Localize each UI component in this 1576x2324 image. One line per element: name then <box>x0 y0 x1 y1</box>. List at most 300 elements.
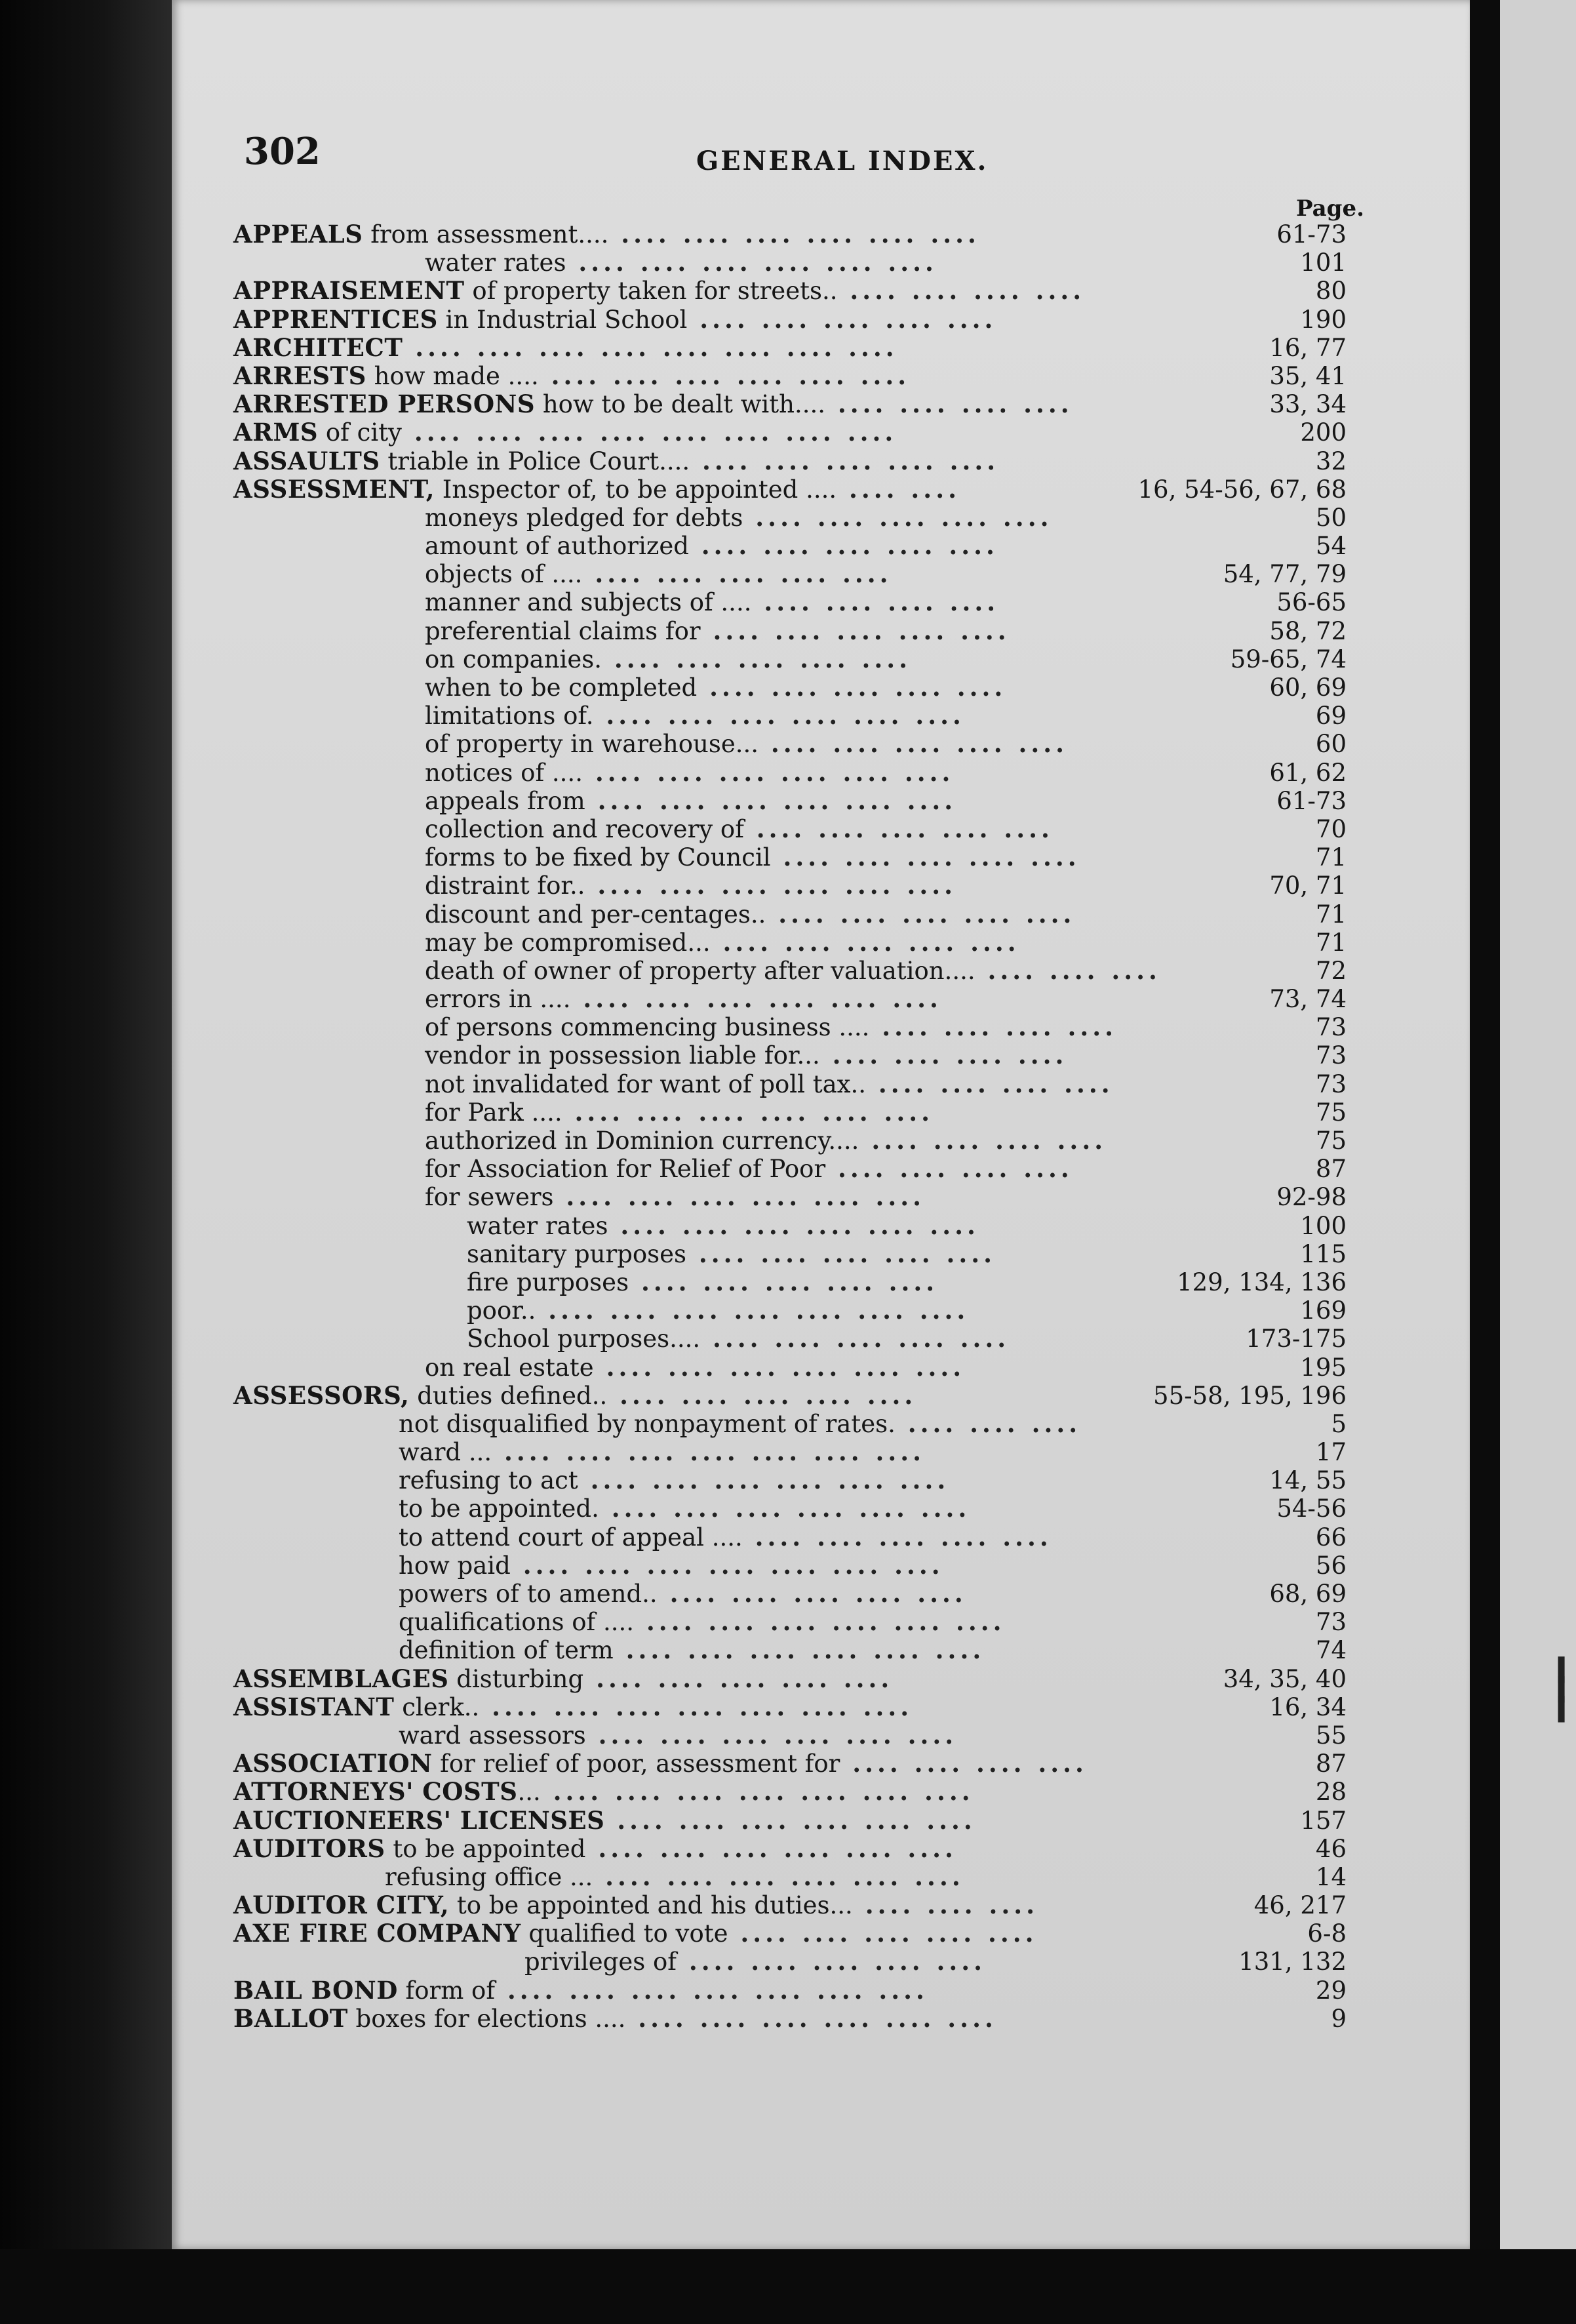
index-entry-term <box>425 985 942 1013</box>
index-entry-subject: death of owner of property after valuation.... <box>425 956 975 985</box>
index-entry-pages: 55-58, 195, 196 <box>1153 1381 1347 1410</box>
index-entry-pages: 60 <box>1315 730 1347 759</box>
scan-left-edge <box>0 0 172 2324</box>
index-entry <box>172 390 1470 418</box>
index-entry-term <box>233 1665 893 1693</box>
index-entry <box>172 1127 1470 1155</box>
index-entry-subject: water rates <box>467 1211 608 1240</box>
index-entry-term <box>399 1494 970 1523</box>
index-entry <box>172 1948 1470 1976</box>
index-entry-term <box>425 1155 1073 1183</box>
index-entry-term <box>425 815 1054 843</box>
index-entry <box>172 730 1470 758</box>
index-entry-pages: 14 <box>1315 1862 1347 1891</box>
dot-leader: .... .... .... .... .... .... .... <box>536 1296 970 1325</box>
index-entry <box>172 277 1470 305</box>
dot-leader: .... .... .... .... .... <box>607 1380 917 1410</box>
dot-leader: .... .... .... .... .... <box>629 1267 939 1296</box>
dot-leader: .... .... .... .... .... <box>770 843 1080 872</box>
index-entry-pages: 70 <box>1315 814 1347 843</box>
index-entry-heading: ASSESSORS, <box>233 1380 410 1410</box>
index-entry-pages: 59-65, 74 <box>1230 645 1347 673</box>
index-entry-term <box>233 277 1085 305</box>
adjacent-page-edge <box>1500 0 1576 2249</box>
index-entry <box>172 1608 1470 1636</box>
index-entry <box>172 1863 1470 1891</box>
index-entry-pages: 169 <box>1300 1296 1347 1325</box>
index-entry <box>172 1494 1470 1523</box>
binding-marks: ▍ ▍ ▍ <box>1558 1657 1576 1723</box>
index-entry-subject: ward ... <box>399 1438 492 1467</box>
index-entry-heading: ARRESTS <box>233 361 366 390</box>
index-entry-subject: of persons commencing business .... <box>425 1013 870 1042</box>
index-entry-subject: form of <box>397 1976 496 2005</box>
index-entry-term <box>425 617 1010 645</box>
index-entry-pages: 70, 71 <box>1269 872 1347 900</box>
dot-leader: .... .... .... .... .... <box>602 644 912 673</box>
dot-leader: .... .... .... .... .... <box>743 502 1053 532</box>
index-entry-term <box>425 504 1052 532</box>
dot-leader: .... .... .... .... .... .... <box>538 361 911 390</box>
index-entry-term <box>399 1438 925 1466</box>
dot-leader: .... .... .... .... .... .... .... .... <box>403 332 898 362</box>
index-entry-pages: 200 <box>1300 418 1347 447</box>
dot-leader: .... .... .... .... .... .... <box>566 248 937 277</box>
dot-leader: .... .... .... .... .... .... .... <box>479 1692 913 1721</box>
index-entry-term <box>425 929 1020 957</box>
index-entry-subject: forms to be fixed by Council <box>425 843 771 872</box>
index-entry-term <box>399 1608 1006 1636</box>
index-entry-term <box>425 730 1068 758</box>
index-entry-term <box>233 334 898 362</box>
dot-leader: .... .... .... .... .... <box>657 1579 967 1608</box>
dot-leader: .... .... .... .... <box>819 1041 1068 1070</box>
dot-leader: .... .... .... .... .... <box>676 1947 987 1976</box>
index-entry-term <box>399 1523 1052 1552</box>
index-entry-term <box>233 1750 1088 1778</box>
index-entry-subject: notices of .... <box>425 758 583 787</box>
index-entry-subject: disturbing <box>448 1664 584 1693</box>
dot-leader: .... .... .... .... <box>866 1069 1114 1098</box>
dot-leader: .... .... .... .... .... <box>758 729 1069 759</box>
index-entry-subject: preferential claims for <box>425 616 701 645</box>
index-entry-heading: AUDITOR CITY, <box>233 1891 450 1920</box>
index-entry-pages: 54 <box>1315 532 1347 561</box>
index-entry-term <box>425 673 1006 702</box>
dot-leader: .... .... .... .... .... <box>742 1522 1052 1552</box>
dot-leader: .... .... .... .... <box>869 1012 1118 1042</box>
index-entry-heading: ARMS <box>233 418 319 447</box>
index-entry <box>172 1353 1470 1382</box>
index-entry-subject: to be appointed <box>385 1834 586 1863</box>
index-entry <box>172 532 1470 560</box>
index-entry-heading: ASSEMBLAGES <box>233 1664 449 1693</box>
index-entry <box>172 815 1470 843</box>
index-entry-pages: 9 <box>1331 2004 1347 2033</box>
index-entry <box>172 306 1470 334</box>
index-entry-subject: ward assessors <box>399 1721 586 1750</box>
index-page <box>172 0 1576 2249</box>
index-entry <box>172 1325 1470 1353</box>
index-entry-term <box>425 1127 1107 1155</box>
index-entry-term <box>467 1296 969 1325</box>
index-entry-heading: ASSESSMENT, <box>233 474 435 504</box>
index-entry-term <box>399 1410 1081 1438</box>
index-entry <box>172 759 1470 787</box>
index-entry-subject: for relief of poor, assessment for <box>432 1750 840 1778</box>
index-entry-pages: 17 <box>1315 1438 1347 1467</box>
index-entry <box>172 1891 1470 1919</box>
index-entry-pages: 68, 69 <box>1269 1580 1347 1608</box>
index-entry-term <box>524 1948 986 1976</box>
index-entry-pages: 75 <box>1315 1098 1347 1127</box>
index-entry <box>172 1976 1470 2005</box>
index-entry <box>172 1835 1470 1863</box>
index-entry-heading: AUDITORS <box>233 1833 385 1863</box>
index-entry-pages: 60, 69 <box>1269 673 1347 702</box>
index-entry-term <box>425 1013 1117 1041</box>
dot-leader: .... .... .... .... .... .... <box>599 1494 971 1523</box>
index-entry-heading: AUCTIONEERS' LICENSES <box>233 1805 605 1835</box>
index-entry-term <box>425 1098 934 1127</box>
index-entry-subject: ... <box>517 1778 541 1807</box>
index-entry-term <box>425 1353 965 1382</box>
index-entry <box>172 1523 1470 1552</box>
index-entry <box>172 1552 1470 1580</box>
index-entry-pages: 92-98 <box>1276 1183 1347 1212</box>
index-entry <box>172 1382 1470 1410</box>
running-title: GENERAL INDEX. <box>696 146 989 176</box>
index-entry <box>172 1693 1470 1721</box>
index-entry <box>172 588 1470 616</box>
index-entry <box>172 1013 1470 1041</box>
index-entry-term <box>233 1382 916 1410</box>
index-entry <box>172 957 1470 985</box>
index-entry-subject: for sewers <box>425 1183 554 1212</box>
index-entry-pages: 69 <box>1315 702 1347 731</box>
index-entry <box>172 645 1470 673</box>
dot-leader: .... .... .... .... .... <box>583 1664 894 1693</box>
index-entry-pages: 87 <box>1315 1750 1347 1778</box>
index-entry-list <box>172 220 1470 2033</box>
index-entry-subject: fire purposes <box>467 1268 629 1296</box>
index-entry-subject: on companies. <box>425 645 602 673</box>
dot-leader: .... .... .... .... .... .... <box>585 1833 957 1863</box>
index-entry-pages: 16, 77 <box>1269 333 1347 362</box>
index-entry-subject: errors in .... <box>425 985 571 1014</box>
dot-leader: .... .... .... .... .... <box>690 446 1000 475</box>
index-entry-term <box>399 1580 967 1608</box>
index-entry-subject: duties defined.. <box>409 1381 608 1410</box>
index-entry-heading: ASSAULTS <box>233 446 380 475</box>
index-entry-heading: BALLOT <box>233 2003 348 2033</box>
index-entry-pages: 58, 72 <box>1269 616 1347 645</box>
dot-leader: .... .... .... .... <box>751 588 1000 617</box>
dot-leader: .... .... .... .... .... .... <box>582 757 955 787</box>
dot-leader: .... .... .... .... .... .... <box>604 1805 976 1835</box>
dot-leader: .... .... .... .... .... .... .... <box>492 1437 926 1467</box>
index-entry-subject: appeals from <box>425 786 585 815</box>
index-entry-pages: 61, 62 <box>1269 758 1347 787</box>
index-entry-subject: when to be completed <box>425 673 698 702</box>
index-entry <box>172 702 1470 730</box>
index-entry-term <box>425 1041 1067 1070</box>
index-entry-subject: in Industrial School <box>437 305 688 334</box>
index-entry-pages: 101 <box>1300 249 1347 277</box>
index-entry <box>172 1665 1470 1693</box>
dot-leader: .... .... .... .... .... .... <box>608 1211 979 1240</box>
index-entry-term <box>233 362 910 390</box>
index-entry-heading: ATTORNEYS' COSTS <box>233 1777 518 1807</box>
index-entry-heading: APPRENTICES <box>233 304 438 334</box>
index-entry <box>172 362 1470 390</box>
index-entry-term <box>233 447 999 475</box>
dot-leader: .... .... .... .... .... .... <box>608 220 980 249</box>
index-entry-term <box>425 759 954 787</box>
dot-leader: .... .... .... .... .... .... .... <box>540 1777 974 1807</box>
index-entry-pages: 61-73 <box>1276 786 1347 815</box>
index-entry-term <box>467 1240 996 1268</box>
index-entry-subject: boxes for elections .... <box>347 2004 626 2033</box>
index-entry-subject: collection and recovery of <box>425 814 744 843</box>
index-entry-pages: 157 <box>1300 1806 1347 1835</box>
index-entry <box>172 1155 1470 1183</box>
index-entry <box>172 617 1470 645</box>
index-entry-pages: 66 <box>1315 1523 1347 1552</box>
index-entry-subject: triable in Police Court.... <box>380 447 690 475</box>
index-entry-pages: 73 <box>1315 1608 1347 1637</box>
index-entry-term <box>233 390 1073 418</box>
index-entry-pages: 54-56 <box>1276 1494 1347 1523</box>
dot-leader: .... .... .... <box>975 955 1161 985</box>
index-entry-term <box>233 1891 1038 1919</box>
index-entry-pages: 100 <box>1300 1211 1347 1240</box>
index-entry-subject: to attend court of appeal .... <box>399 1523 743 1552</box>
index-entry-pages: 14, 55 <box>1269 1466 1347 1495</box>
index-entry <box>172 1098 1470 1127</box>
index-entry-pages: 29 <box>1315 1976 1347 2005</box>
index-entry-pages: 87 <box>1315 1155 1347 1184</box>
index-entry-term <box>467 1212 979 1240</box>
index-entry <box>172 1296 1470 1325</box>
index-entry-subject: how paid <box>399 1551 511 1580</box>
index-entry <box>172 1410 1470 1438</box>
dot-leader: .... .... .... .... .... <box>766 899 1076 929</box>
index-entry-heading: ARCHITECT <box>233 332 403 362</box>
index-entry-subject: definition of term <box>399 1636 614 1665</box>
index-entry-term <box>233 1919 1038 1948</box>
dot-leader: .... .... .... .... .... <box>688 531 998 561</box>
dot-leader: .... .... .... .... .... <box>728 1919 1038 1948</box>
index-entry-subject: sanitary purposes <box>467 1239 687 1268</box>
index-entry-pages: 35, 41 <box>1269 361 1347 390</box>
index-entry-pages: 190 <box>1300 305 1347 334</box>
index-entry-term <box>233 2005 997 2033</box>
index-entry-subject: water rates <box>425 249 566 277</box>
index-entry-pages: 71 <box>1315 928 1347 957</box>
index-entry <box>172 2005 1470 2033</box>
index-entry <box>172 929 1470 957</box>
index-entry-subject: for Park .... <box>425 1098 562 1127</box>
index-entry-heading: APPEALS <box>233 220 363 249</box>
index-entry <box>172 1438 1470 1466</box>
index-entry-term <box>399 1466 949 1494</box>
scan-bottom-edge <box>0 2249 1576 2324</box>
index-entry-subject: not disqualified by nonpayment of rates. <box>399 1409 896 1438</box>
page-number: 302 <box>244 130 321 173</box>
dot-leader: .... .... .... .... .... .... <box>562 1097 934 1127</box>
index-entry <box>172 447 1470 475</box>
dot-leader: .... .... .... .... .... .... <box>570 984 942 1014</box>
index-entry-term <box>425 588 999 616</box>
index-entry-subject: discount and per-centages.. <box>425 900 766 929</box>
index-entry-subject: of property in warehouse... <box>425 730 759 759</box>
dot-leader: .... .... .... .... .... .... .... <box>510 1550 944 1580</box>
index-entry-term <box>233 220 980 249</box>
index-entry <box>172 1580 1470 1608</box>
index-entry-term <box>467 1268 938 1296</box>
dot-leader: .... .... .... .... .... .... <box>613 1635 985 1665</box>
index-entry-subject: may be compromised... <box>425 928 711 957</box>
index-entry-pages: 61-73 <box>1276 220 1347 249</box>
index-entry-pages: 50 <box>1315 503 1347 532</box>
index-entry-term <box>399 1636 985 1664</box>
index-entry <box>172 1268 1470 1296</box>
index-entry <box>172 1807 1470 1835</box>
index-entry-pages: 80 <box>1315 277 1347 306</box>
index-entry-term <box>233 306 996 334</box>
index-entry-heading: ARRESTED PERSONS <box>233 390 536 419</box>
index-entry <box>172 1070 1470 1098</box>
index-entry-term <box>233 1835 957 1863</box>
index-entry-term <box>425 872 956 900</box>
index-entry-subject: how made .... <box>366 361 539 390</box>
index-entry-term <box>425 900 1075 929</box>
index-entry <box>172 1919 1470 1948</box>
dot-leader: .... .... .... .... <box>840 1749 1088 1778</box>
dot-leader: .... .... .... <box>895 1409 1082 1438</box>
index-entry-subject: manner and subjects of .... <box>425 588 752 617</box>
index-entry-subject: to be appointed. <box>399 1494 599 1523</box>
index-entry-pages: 73 <box>1315 1041 1347 1070</box>
index-entry-pages: 5 <box>1331 1409 1347 1438</box>
index-entry-heading: ASSISTANT <box>233 1692 395 1721</box>
index-entry-term <box>425 1070 1114 1098</box>
index-entry <box>172 220 1470 249</box>
index-entry-pages: 55 <box>1315 1721 1347 1750</box>
dot-leader: .... .... .... .... <box>859 1126 1107 1155</box>
index-entry <box>172 1183 1470 1211</box>
dot-leader: .... .... .... .... .... .... <box>625 2003 997 2033</box>
dot-leader: .... .... .... .... .... <box>697 673 1007 702</box>
index-entry-subject: of property taken for streets.. <box>464 277 838 306</box>
index-entry-heading: AXE FIRE COMPANY <box>233 1919 521 1948</box>
index-entry-pages: 71 <box>1315 900 1347 929</box>
index-entry-pages: 73 <box>1315 1070 1347 1098</box>
index-entry-subject: privileges of <box>524 1948 677 1976</box>
index-entry-subject: clerk.. <box>394 1693 480 1721</box>
index-entry-pages: 129, 134, 136 <box>1177 1268 1347 1296</box>
index-entry-subject: qualifications of .... <box>399 1608 635 1637</box>
index-entry-subject: qualified to vote <box>521 1919 728 1948</box>
index-entry-term <box>425 702 965 730</box>
index-entry <box>172 475 1470 504</box>
index-entry-term <box>425 843 1080 872</box>
index-entry-term <box>425 1183 925 1211</box>
index-entry <box>172 334 1470 362</box>
index-entry-subject: authorized in Dominion currency.... <box>425 1127 859 1155</box>
index-entry <box>172 249 1470 277</box>
dot-leader: .... .... .... .... <box>837 276 1086 306</box>
dot-leader: .... .... .... .... <box>825 390 1073 419</box>
index-entry-term <box>233 1693 913 1721</box>
index-entry-subject: of city <box>318 418 402 447</box>
index-entry-term <box>399 1721 957 1750</box>
index-entry-pages: 73, 74 <box>1269 985 1347 1014</box>
index-entry-pages: 56-65 <box>1276 588 1347 617</box>
index-entry-subject: limitations of. <box>425 702 594 731</box>
index-entry <box>172 673 1470 702</box>
index-entry <box>172 560 1470 588</box>
index-entry-pages: 32 <box>1315 447 1347 475</box>
index-entry-pages: 131, 132 <box>1238 1948 1347 1976</box>
index-entry-term <box>425 645 911 673</box>
book-gutter <box>1470 0 1500 2324</box>
index-entry-subject: on real estate <box>425 1353 594 1382</box>
index-entry-pages: 33, 34 <box>1269 390 1347 419</box>
dot-leader: .... .... .... .... .... <box>582 559 892 589</box>
dot-leader: .... .... .... .... .... .... <box>593 1862 964 1891</box>
dot-leader: .... .... .... .... .... .... .... .... <box>401 418 897 447</box>
dot-leader: .... .... <box>837 474 960 504</box>
dot-leader: .... .... .... .... .... <box>700 1324 1010 1353</box>
index-entry-subject: amount of authorized <box>425 532 689 561</box>
index-entry-term <box>233 475 960 504</box>
index-entry-term <box>425 249 937 277</box>
dot-leader: .... .... .... .... <box>825 1154 1073 1184</box>
dot-leader: .... .... .... .... .... .... .... <box>495 1975 928 2005</box>
index-entry-subject: to be appointed and his duties... <box>449 1891 853 1920</box>
index-entry-pages: 6-8 <box>1307 1919 1347 1948</box>
dot-leader: .... .... .... .... .... .... <box>553 1182 925 1212</box>
index-entry-pages: 74 <box>1315 1636 1347 1665</box>
index-entry-term <box>399 1552 944 1580</box>
index-entry-pages: 56 <box>1315 1551 1347 1580</box>
index-entry-term <box>425 787 956 815</box>
index-entry-subject: powers of to amend.. <box>399 1580 658 1608</box>
dot-leader: .... .... .... .... .... <box>686 1239 996 1268</box>
dot-leader: .... .... .... .... .... .... <box>593 1352 966 1382</box>
index-entry-heading: BAIL BOND <box>233 1975 398 2005</box>
index-entry-pages: 72 <box>1315 956 1347 985</box>
index-entry <box>172 1721 1470 1750</box>
index-entry-subject: for Association for Relief of Poor <box>425 1155 826 1184</box>
index-entry-subject: refusing office ... <box>385 1862 593 1891</box>
index-entry <box>172 1466 1470 1494</box>
index-entry <box>172 900 1470 929</box>
index-entry-term <box>233 1976 928 2005</box>
index-entry-term <box>467 1325 1010 1353</box>
index-entry <box>172 1636 1470 1664</box>
index-entry-term <box>425 560 892 588</box>
index-entry <box>172 843 1470 872</box>
dot-leader: .... .... .... .... .... .... <box>585 786 957 815</box>
index-entry-term <box>233 418 897 447</box>
index-entry-subject: distraint for.. <box>425 872 585 900</box>
dot-leader: .... .... .... .... .... .... <box>585 1720 958 1750</box>
index-entry-subject: how to be dealt with.... <box>535 390 825 419</box>
index-entry <box>172 1240 1470 1268</box>
